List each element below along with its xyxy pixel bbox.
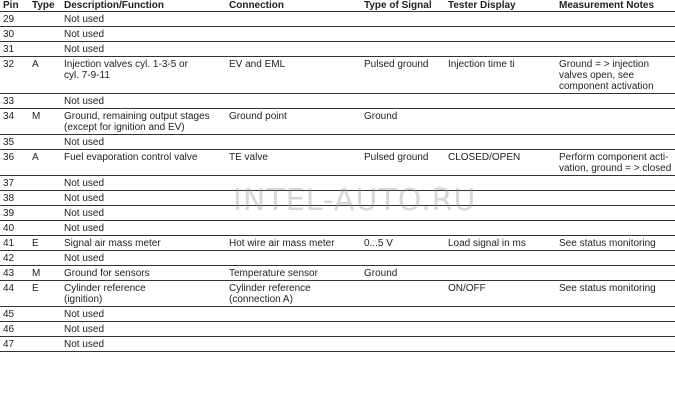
header-connection: Connection [226,0,361,12]
tester-display-cell [445,221,556,236]
measurement-notes-cell [556,307,675,322]
type-cell [29,221,61,236]
header-type: Type [29,0,61,12]
description-cell: Ground for sensors [61,266,226,281]
signal-type-cell [361,337,445,352]
connection-cell: Temperature sensor [226,266,361,281]
type-cell [29,94,61,109]
signal-type-cell: Pulsed ground [361,57,445,94]
table-row [0,191,675,206]
description-cell: Not used [61,206,226,221]
table-row [0,337,675,352]
pin-cell: 36 [0,150,29,176]
watermark: INTEL-AUTO.RU [233,183,477,218]
tester-display-cell [445,12,556,27]
signal-type-cell [361,322,445,337]
measurement-notes-cell: Perform component acti- vation, ground = > closed [556,150,675,176]
connection-cell: EV and EML [226,57,361,94]
tester-display-cell: Load signal in ms [445,236,556,251]
measurement-notes-cell [556,266,675,281]
description-cell: Cylinder reference (ignition) [61,281,226,307]
pin-cell: 33 [0,94,29,109]
pin-cell: 32 [0,57,29,94]
tester-display-cell [445,307,556,322]
description-cell: Not used [61,221,226,236]
type-cell [29,27,61,42]
measurement-notes-cell [556,109,675,135]
connection-cell [226,337,361,352]
header-description: Description/Function [61,0,226,12]
measurement-notes-cell [556,12,675,27]
table-row [0,135,675,150]
connection-cell [226,221,361,236]
table-row [0,12,675,27]
pin-cell: 35 [0,135,29,150]
description-cell: Signal air mass meter [61,236,226,251]
pin-cell: 29 [0,12,29,27]
table-row [0,109,675,135]
connection-cell [226,322,361,337]
tester-display-cell [445,337,556,352]
table-row [0,251,675,266]
table-row [0,57,675,94]
type-cell [29,135,61,150]
type-cell: M [29,109,61,135]
connection-cell [226,251,361,266]
description-cell: Not used [61,191,226,206]
connection-cell [226,12,361,27]
description-cell: Not used [61,42,226,57]
description-cell: Not used [61,322,226,337]
signal-type-cell [361,135,445,150]
measurement-notes-cell: See status monitoring [556,281,675,307]
connection-cell: Cylinder reference (connection A) [226,281,361,307]
tester-display-cell [445,206,556,221]
measurement-notes-cell [556,251,675,266]
signal-type-cell: Ground [361,109,445,135]
measurement-notes-cell [556,94,675,109]
tester-display-cell [445,176,556,191]
type-cell [29,251,61,266]
header-pin: Pin [0,0,29,12]
description-cell: Not used [61,27,226,42]
connection-cell [226,191,361,206]
table-row [0,94,675,109]
table-row [0,221,675,236]
tester-display-cell [445,94,556,109]
pin-cell: 40 [0,221,29,236]
table-row [0,27,675,42]
table-row [0,42,675,57]
description-cell: Not used [61,94,226,109]
signal-type-cell [361,176,445,191]
signal-type-cell [361,251,445,266]
pin-cell: 41 [0,236,29,251]
measurement-notes-cell: Ground = > injection valves open, see component activation [556,57,675,94]
signal-type-cell [361,281,445,307]
pin-cell: 38 [0,191,29,206]
connection-cell [226,307,361,322]
tester-display-cell: Injection time ti [445,57,556,94]
tester-display-cell [445,322,556,337]
measurement-notes-cell [556,176,675,191]
table-row [0,206,675,221]
pin-cell: 46 [0,322,29,337]
connection-cell: Ground point [226,109,361,135]
header-signal-type: Type of Signal [361,0,445,12]
pin-cell: 44 [0,281,29,307]
measurement-notes-cell [556,135,675,150]
measurement-notes-cell: See status monitoring [556,236,675,251]
signal-type-cell: Ground [361,266,445,281]
signal-type-cell [361,94,445,109]
type-cell: E [29,281,61,307]
measurement-notes-cell [556,206,675,221]
table-row [0,281,675,307]
description-cell: Not used [61,135,226,150]
tester-display-cell: ON/OFF [445,281,556,307]
type-cell [29,307,61,322]
type-cell [29,206,61,221]
tester-display-cell [445,135,556,150]
signal-type-cell [361,221,445,236]
signal-type-cell: 0...5 V [361,236,445,251]
pin-table-body [0,12,675,352]
description-cell: Not used [61,176,226,191]
type-cell [29,42,61,57]
description-cell: Not used [61,337,226,352]
pin-cell: 31 [0,42,29,57]
type-cell: M [29,266,61,281]
type-cell: E [29,236,61,251]
tester-display-cell [445,191,556,206]
pin-cell: 34 [0,109,29,135]
description-cell: Fuel evaporation control valve [61,150,226,176]
tester-display-cell [445,42,556,57]
signal-type-cell: Pulsed ground [361,150,445,176]
pin-cell: 43 [0,266,29,281]
signal-type-cell [361,27,445,42]
tester-display-cell: CLOSED/OPEN [445,150,556,176]
signal-type-cell [361,42,445,57]
pin-cell: 47 [0,337,29,352]
header-measurement-notes: Measurement Notes [556,0,675,12]
pin-cell: 37 [0,176,29,191]
connection-cell [226,206,361,221]
tester-display-cell [445,27,556,42]
type-cell [29,337,61,352]
description-cell: Not used [61,307,226,322]
measurement-notes-cell [556,337,675,352]
signal-type-cell [361,206,445,221]
signal-type-cell [361,191,445,206]
table-row [0,266,675,281]
description-cell: Not used [61,12,226,27]
header-row [0,0,675,12]
table-row [0,307,675,322]
pin-cell: 45 [0,307,29,322]
pin-cell: 30 [0,27,29,42]
type-cell [29,176,61,191]
tester-display-cell [445,251,556,266]
measurement-notes-cell [556,191,675,206]
connection-cell [226,94,361,109]
description-cell: Ground, remaining output stages (except for ignition and EV) [61,109,226,135]
pin-cell: 39 [0,206,29,221]
measurement-notes-cell [556,42,675,57]
signal-type-cell [361,12,445,27]
description-cell: Not used [61,251,226,266]
header-tester-display: Tester Display [445,0,556,12]
measurement-notes-cell [556,221,675,236]
connection-cell: Hot wire air mass meter [226,236,361,251]
type-cell: A [29,150,61,176]
connection-cell [226,176,361,191]
type-cell: A [29,57,61,94]
table-row [0,176,675,191]
tester-display-cell [445,109,556,135]
type-cell [29,322,61,337]
tester-display-cell [445,266,556,281]
table-row [0,322,675,337]
measurement-notes-cell [556,27,675,42]
signal-type-cell [361,307,445,322]
connection-cell [226,27,361,42]
pin-cell: 42 [0,251,29,266]
table-row [0,150,675,176]
type-cell [29,191,61,206]
table-row [0,236,675,251]
description-cell: Injection valves cyl. 1-3-5 or cyl. 7-9-11 [61,57,226,94]
connection-cell [226,42,361,57]
measurement-notes-cell [556,322,675,337]
type-cell [29,12,61,27]
connection-cell: TE valve [226,150,361,176]
connection-cell [226,135,361,150]
